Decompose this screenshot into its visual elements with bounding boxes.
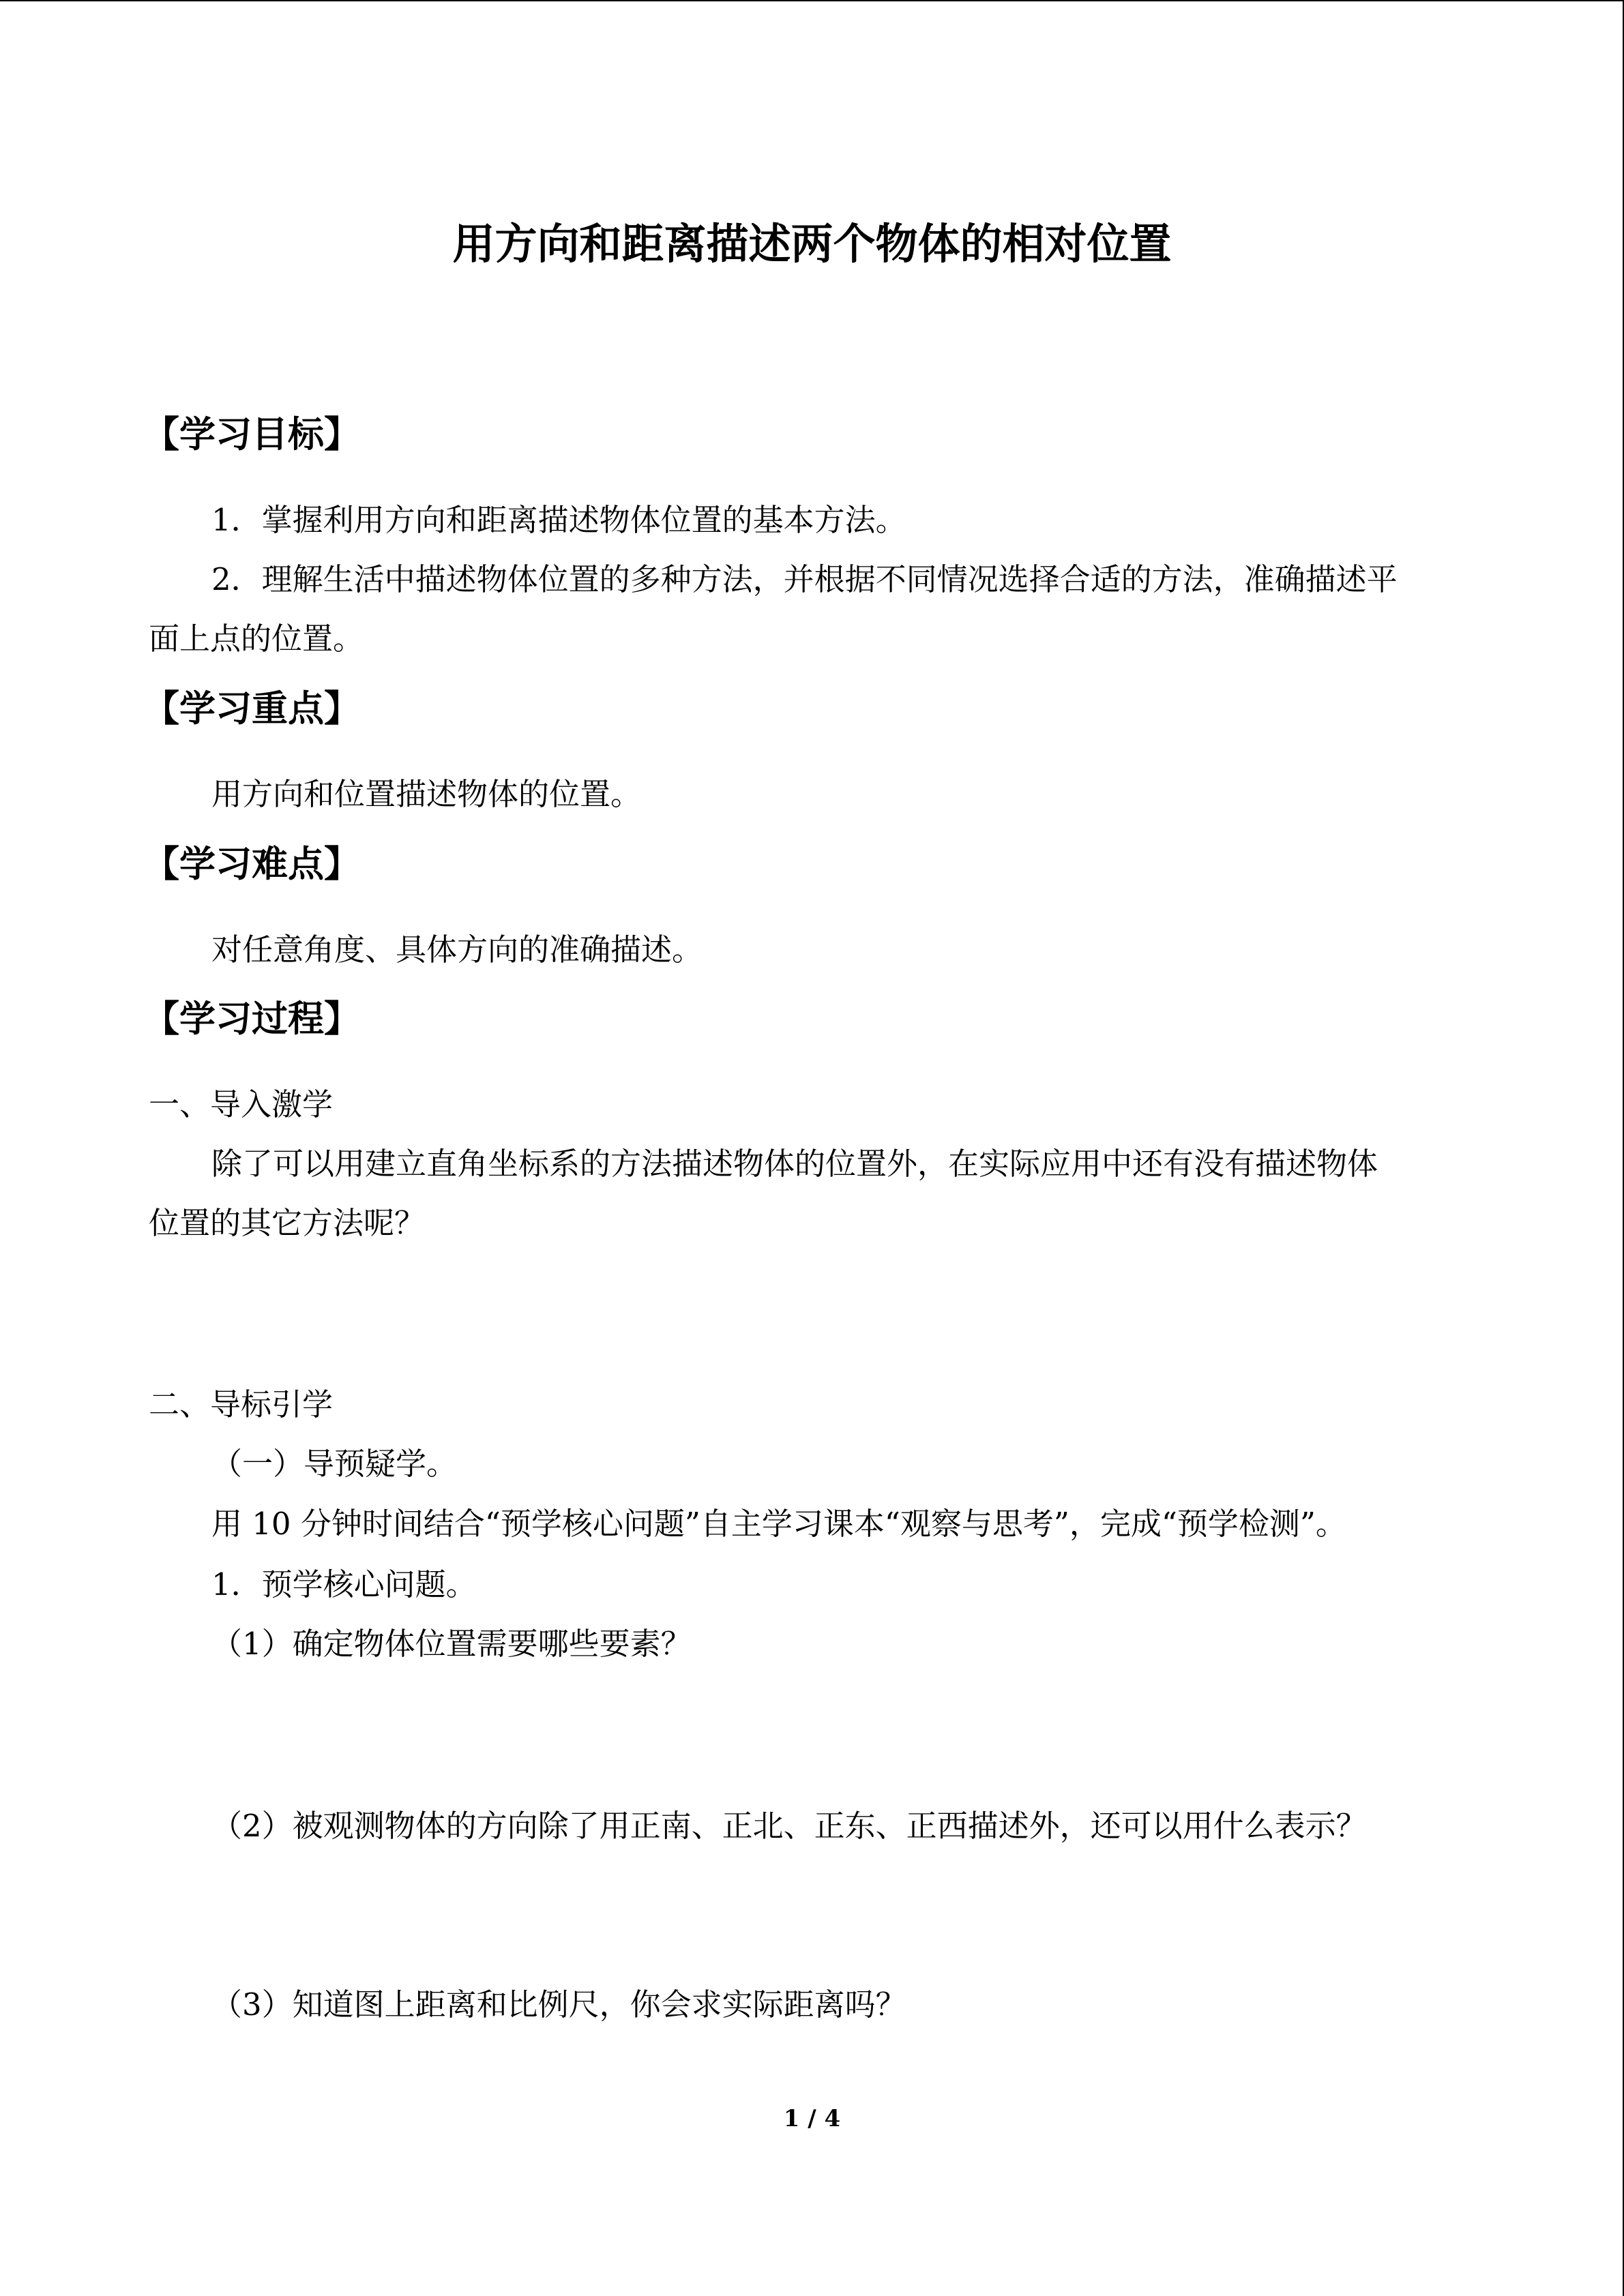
question-1: （1）确定物体位置需要哪些要素？ — [211, 1626, 692, 1662]
part2-subsection-1: （一）导预疑学。 — [211, 1446, 458, 1482]
objective-item-2-line-1: 2．理解生活中描述物体位置的多种方法，并根据不同情况选择合适的方法，准确描述平 — [211, 561, 1398, 597]
page-number: 1 / 4 — [783, 2105, 841, 2132]
objective-item-1: 1．掌握利用方向和距离描述物体位置的基本方法。 — [211, 502, 906, 538]
part1-title: 一、导入激学 — [149, 1086, 334, 1122]
part2-instruction: 用 10 分钟时间结合“预学核心问题”自主学习课本“观察与思考”，完成“预学检测”。 — [211, 1506, 1346, 1542]
heading-difficulties: 【学习难点】 — [143, 844, 360, 885]
part1-line-2: 位置的其它方法呢？ — [149, 1205, 426, 1241]
heading-process: 【学习过程】 — [143, 998, 360, 1040]
difficulties-text: 对任意角度、具体方向的准确描述。 — [211, 931, 703, 968]
heading-objectives: 【学习目标】 — [143, 414, 360, 456]
key-points-text: 用方向和位置描述物体的位置。 — [211, 776, 642, 812]
part1-line-1: 除了可以用建立直角坐标系的方法描述物体的位置外，在实际应用中还有没有描述物体 — [211, 1146, 1378, 1182]
part2-title: 二、导标引学 — [149, 1386, 334, 1422]
objective-item-2-line-2: 面上点的位置。 — [149, 621, 364, 657]
question-2: （2）被观测物体的方向除了用正南、正北、正东、正西描述外，还可以用什么表示？ — [211, 1808, 1367, 1844]
question-3: （3）知道图上距离和比例尺，你会求实际距离吗？ — [211, 1986, 906, 2023]
heading-key-points: 【学习重点】 — [143, 688, 360, 730]
part2-item-1: 1．预学核心问题。 — [211, 1566, 477, 1602]
document-title: 用方向和距离描述两个物体的相对位置 — [452, 219, 1172, 269]
